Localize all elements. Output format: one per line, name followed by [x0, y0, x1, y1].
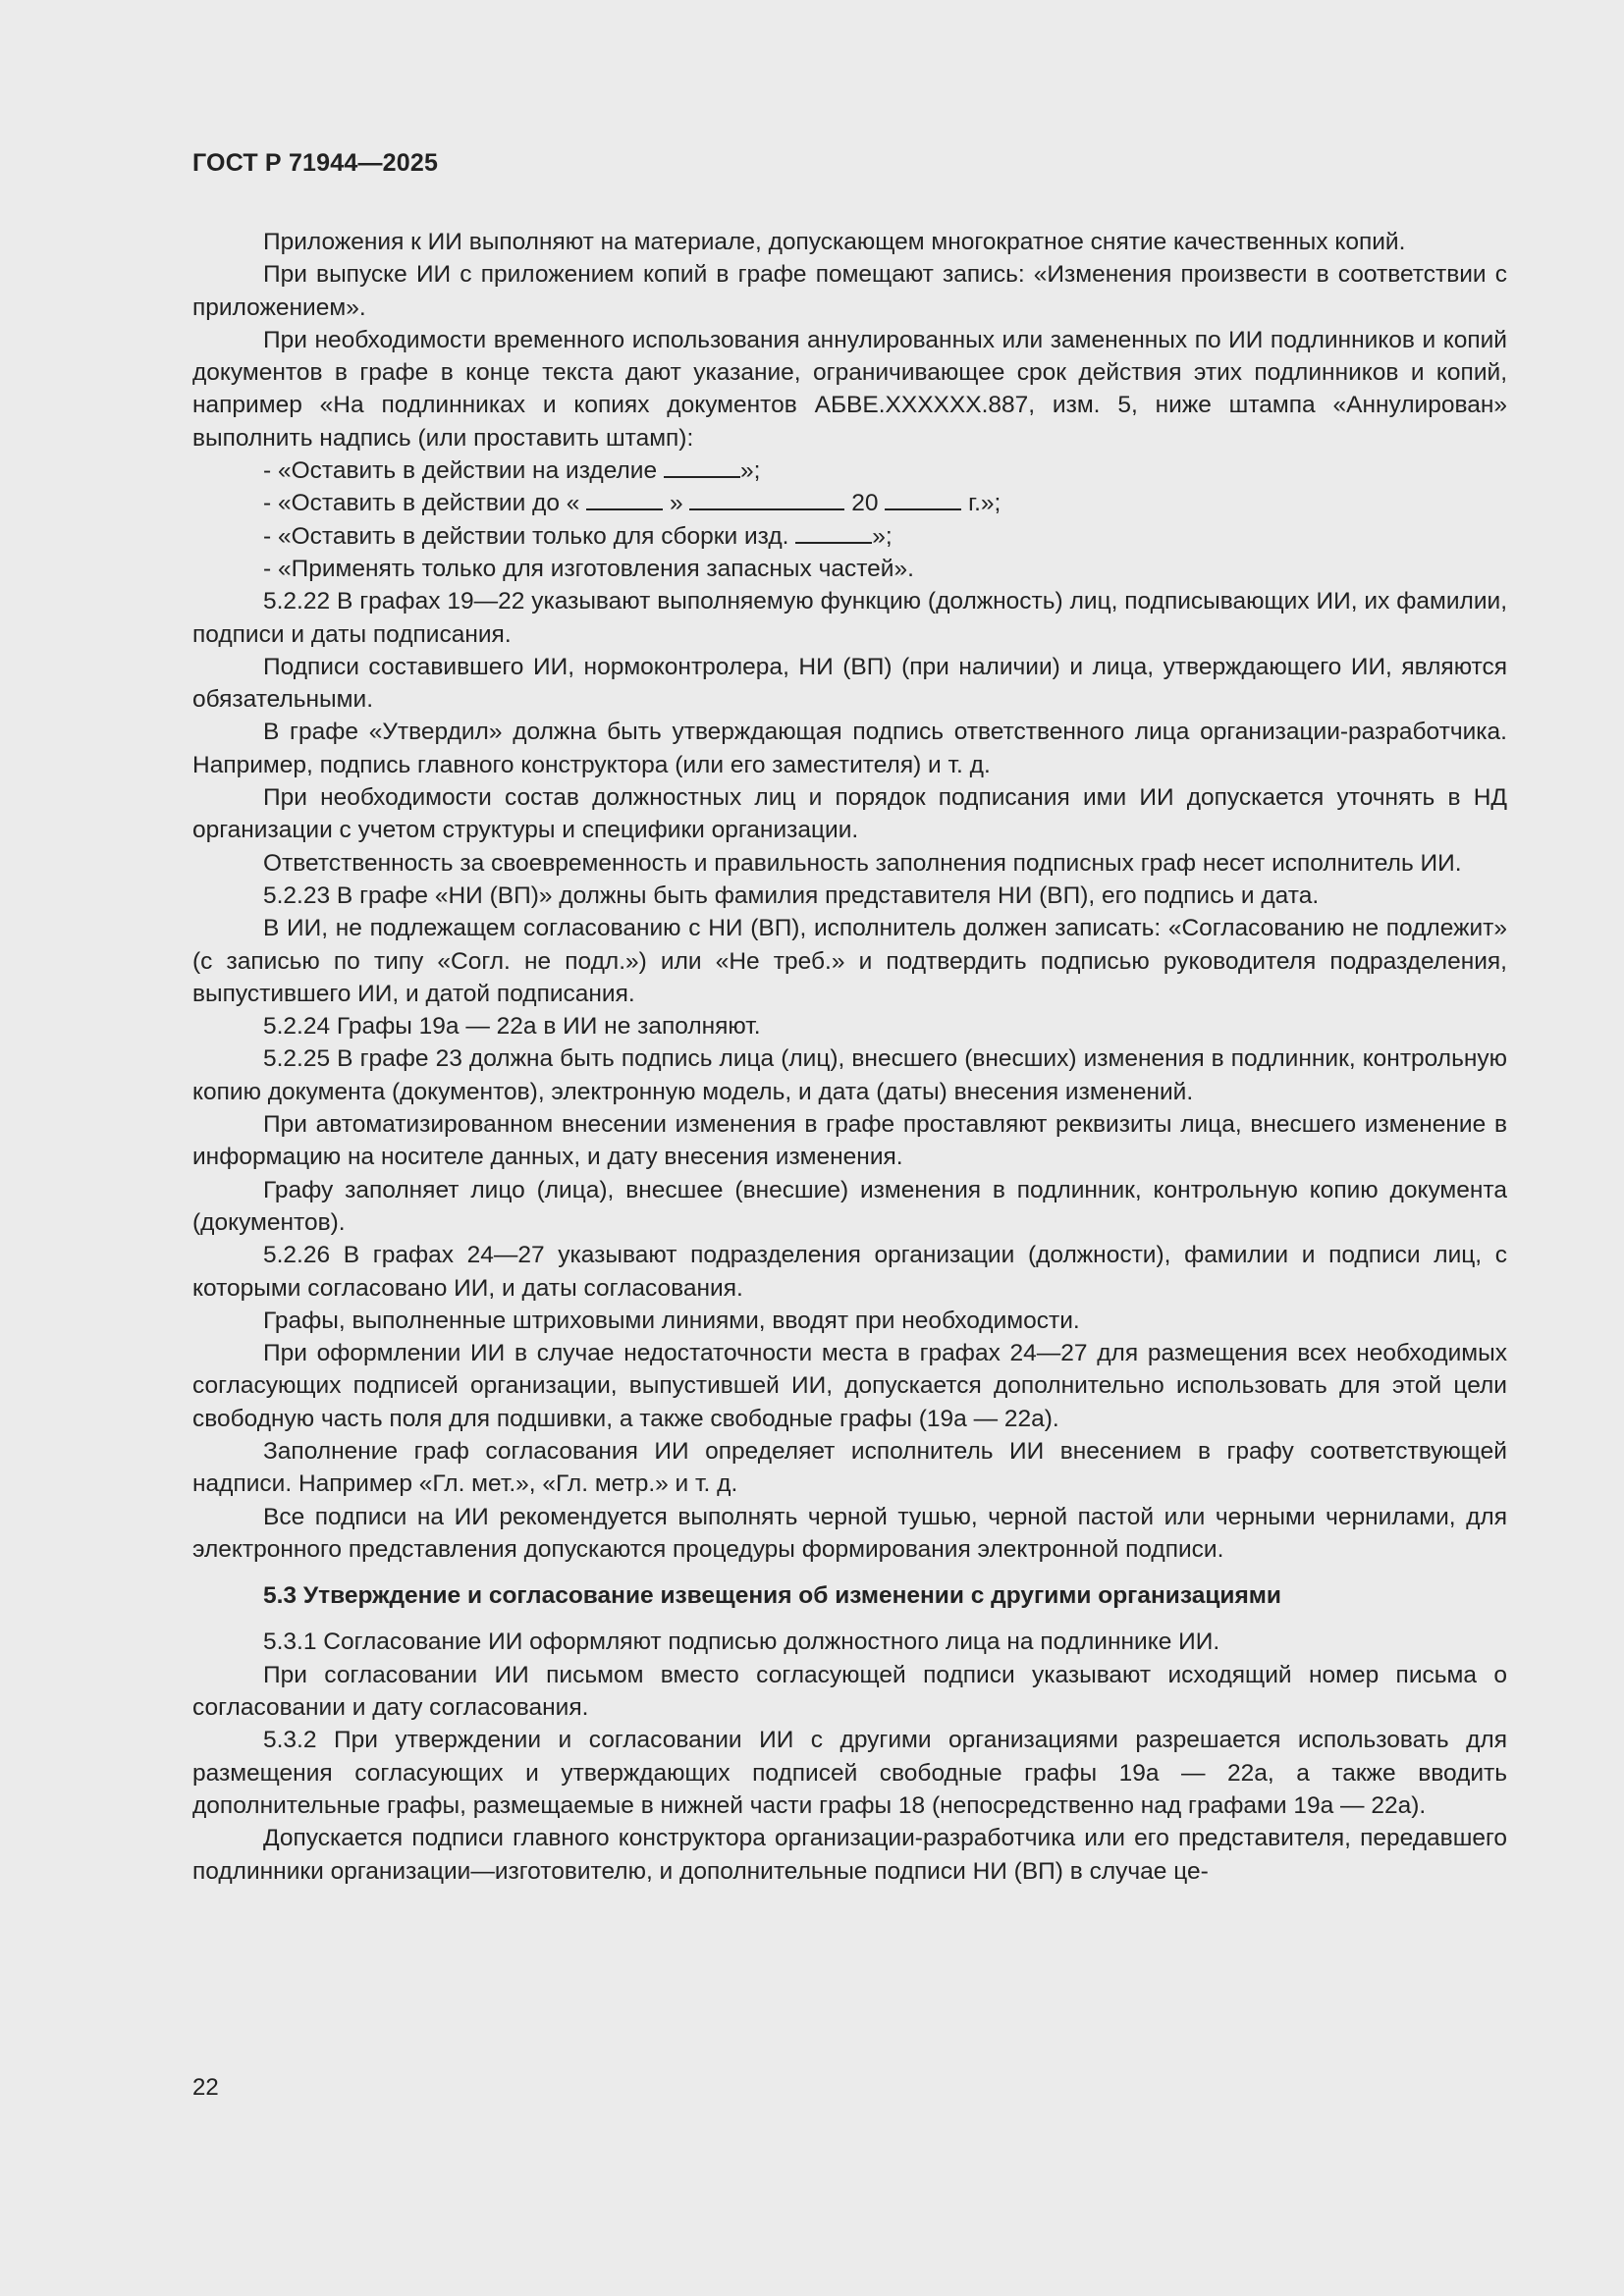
list-item-text: - «Оставить в действии только для сборки изд.	[263, 522, 796, 550]
paragraph: 5.2.22 В графах 19—22 указывают выполняемую функцию (должность) лиц, подписывающих ИИ, их фамилии, подписи и даты подписания.	[192, 588, 1507, 648]
paragraph: При автоматизированном внесении изменения в графе проставляют реквизиты лица, внесшего изменение в информацию на носителе данных, и дату внесения изменения.	[192, 1111, 1507, 1171]
list-item-text: - «Оставить в действии на изделие	[263, 457, 664, 485]
list-item-text: 20	[844, 490, 886, 517]
paragraph: 5.3.2 При утверждении и согласовании ИИ с другими организациями разрешается использовать для размещения согласующих и утверждающих подписей свободные графы 19а — 22а, а также вводить дополнительные графы, размещаемые в нижней части графы 18 (непосредственно над графами 19а — 22а).	[192, 1727, 1507, 1819]
list-item-3	[192, 520, 1507, 553]
paragraph: Допускается подписи главного конструктора организации-разработчика или его представителя, передавшего подлинники организации—изготовителю, и дополнительные подписи НИ (ВП) в случае це-	[192, 1825, 1507, 1885]
list-item-text: »;	[739, 457, 761, 485]
paragraph: При необходимости временного использования аннулированных или замененных по ИИ подлинников и копий документов в графе в конце текста дают указание, ограничивающее срок действия этих подлинников и копий, например «На подлинниках и копиях документов АБВЕ.XXXXXX.887, изм. 5, ниже штампа «Аннулирован» выполнить надпись (или проставить штамп):	[192, 326, 1507, 452]
paragraph: 5.3.1 Согласование ИИ оформляют подписью должностного лица на подлиннике ИИ.	[263, 1629, 1220, 1656]
paragraph: 5.2.23 В графе «НИ (ВП)» должны быть фамилия представителя НИ (ВП), его подпись и дата.	[263, 881, 1320, 909]
list-item-text: - «Оставить в действии до «	[263, 490, 587, 517]
list-item-text: »;	[872, 522, 893, 550]
list-item-text: »	[663, 490, 690, 517]
paragraph: 5.2.26 В графах 24—27 указывают подразделения организации (должности), фамилии и подписи лиц, с которыми согласовано ИИ, и даты согласования.	[192, 1242, 1507, 1302]
paragraph: В графе «Утвердил» должна быть утверждающая подпись ответственного лица организации-разработчика. Например, подпись главного конструктора (или его заместителя) и т. д.	[192, 719, 1507, 778]
document-code-header: ГОСТ Р 71944—2025	[192, 149, 439, 177]
paragraph: При согласовании ИИ письмом вместо согласующей подписи указывают исходящий номер письма о согласовании и дату согласования.	[192, 1661, 1507, 1722]
list-item-text: г.»;	[961, 490, 1001, 517]
paragraph: В ИИ, не подлежащем согласованию с НИ (ВП), исполнитель должен записать: «Согласованию не подлежит» (с записью по типу «Согл. не подл.») или «Не треб.» и подтвердить подписью руководителя подразделения, выпустившего ИИ, и датой подписания.	[192, 915, 1507, 1007]
paragraph: Графу заполняет лицо (лица), внесшее (внесшие) изменения в подлинник, контрольную копию документа (документов).	[192, 1176, 1507, 1236]
paragraph: Заполнение граф согласования ИИ определяет исполнитель ИИ внесением в графу соответствующей надписи. Например «Гл. мет.», «Гл. метр.» и т. д.	[192, 1437, 1507, 1498]
paragraph: Графы, выполненные штриховыми линиями, вводят при необходимости.	[263, 1307, 1080, 1334]
list-item-1	[192, 454, 1507, 487]
blank-line	[795, 520, 872, 544]
section-heading: 5.3 Утверждение и согласование извещения об изменении с другими организациями	[263, 1582, 1281, 1610]
paragraph: Приложения к ИИ выполняют на материале, допускающем многократное снятие качественных копий.	[263, 229, 1406, 255]
paragraph: Все подписи на ИИ рекомендуется выполнять черной тушью, черной пастой или черными чернилами, для электронного представления допускаются процедуры формирования электронной подписи.	[192, 1503, 1507, 1563]
paragraph: При необходимости состав должностных лиц и порядок подписания ими ИИ допускается уточнять в НД организации с учетом структуры и специфики организации.	[192, 784, 1507, 844]
document-body	[192, 226, 1507, 1888]
blank-line	[586, 487, 663, 510]
blank-line	[689, 487, 844, 510]
paragraph: Подписи составившего ИИ, нормоконтролера, НИ (ВП) (при наличии) и лица, утверждающего ИИ, являются обязательными.	[192, 653, 1507, 714]
paragraph: 5.2.24 Графы 19а — 22а в ИИ не заполняют.	[263, 1013, 761, 1041]
paragraph: При оформлении ИИ в случае недостаточности места в графах 24—27 для размещения всех необходимых согласующих подписей организации, выпустившей ИИ, допускается дополнительно использовать для этой цели свободную часть поля для подшивки, а также свободные графы (19а — 22а).	[192, 1340, 1507, 1432]
list-item-4: - «Применять только для изготовления запасных частей».	[263, 555, 914, 582]
paragraph: 5.2.25 В графе 23 должна быть подпись лица (лиц), внесшего (внесших) изменения в подлинник, контрольную копию документа (документов), электронную модель, и дата (даты) внесения изменений.	[192, 1045, 1507, 1105]
paragraph: При выпуске ИИ с приложением копий в графе помещают запись: «Изменения произвести в соответствии с приложением».	[192, 261, 1507, 321]
page-number: 22	[192, 2074, 219, 2101]
list-item-2	[192, 487, 1507, 519]
blank-line	[664, 454, 740, 478]
paragraph: Ответственность за своевременность и правильность заполнения подписных граф несет исполнитель ИИ.	[263, 849, 1462, 877]
blank-line	[885, 487, 961, 510]
